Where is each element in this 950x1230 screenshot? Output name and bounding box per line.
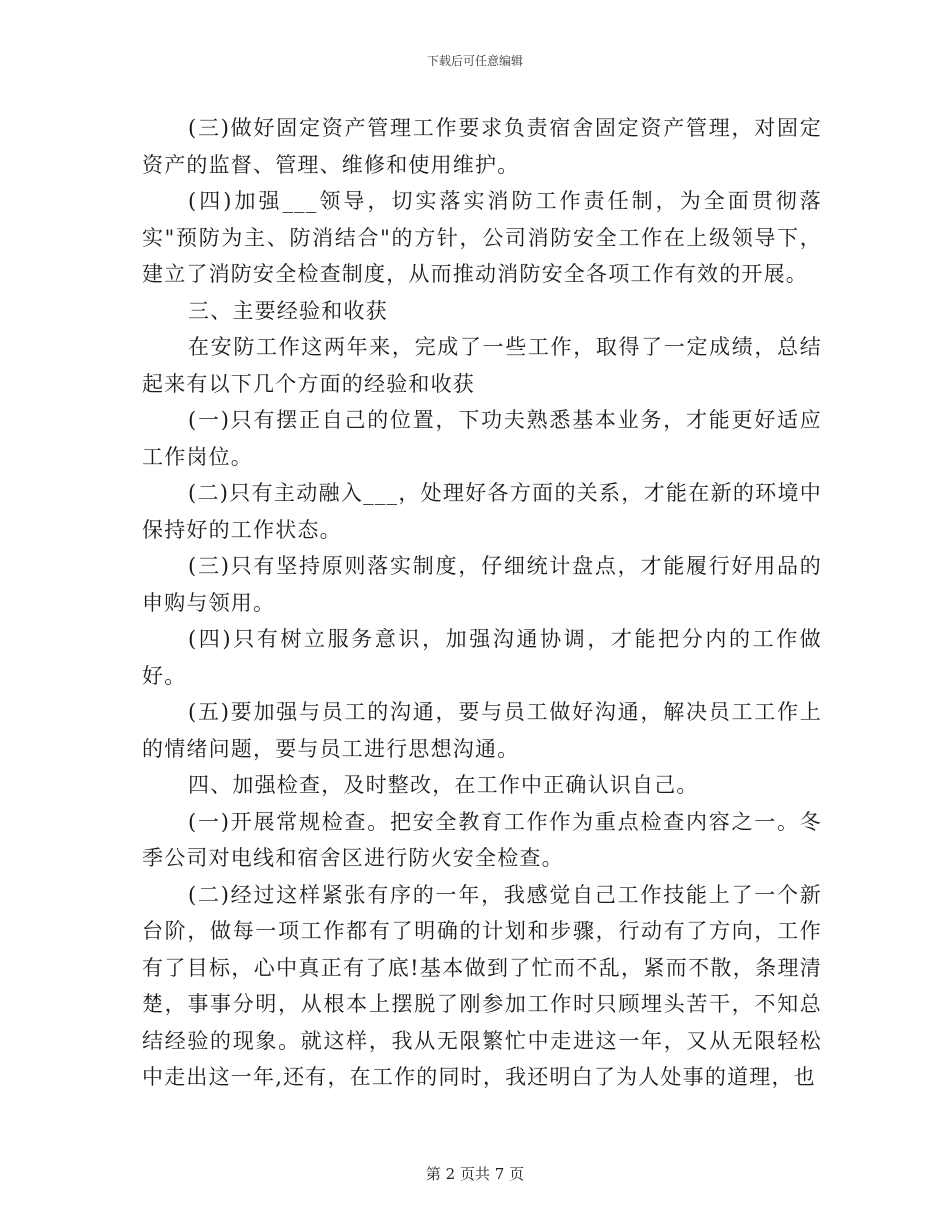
paragraph-inspection-1: (一)开展常规检查。把安全教育工作作为重点检查内容之一。冬季公司对电线和宿舍区进行防火安全检查。 <box>142 809 822 870</box>
paragraph-experience-4: (四)只有树立服务意识，加强沟通协调，才能把分内的工作做好。 <box>142 627 822 688</box>
paragraph-fixed-assets: (三)做好固定资产管理工作要求负责宿舍固定资产管理，对固定资产的监督、管理、维修和使用维护。 <box>142 116 822 177</box>
document-body <box>142 110 822 1096</box>
section-heading-experience: 三、主要经验和收获 <box>188 298 388 323</box>
page-header: 下载后可任意编辑 <box>426 54 523 68</box>
section-heading-inspection: 四、加强检查，及时整改，在工作中正确认识自己。 <box>188 773 699 797</box>
paragraph-experience-intro: 在安防工作这两年来，完成了一些工作，取得了一定成绩，总结起来有以下几个方面的经验和收获 <box>142 335 822 396</box>
page-number: 第 2 页共 7 页 <box>425 1165 525 1183</box>
paragraph-experience-5: (五)要加强与员工的沟通，要与员工做好沟通，解决员工工作上的情绪问题，要与员工进行思想沟通。 <box>142 700 822 761</box>
paragraph-experience-3: (三)只有坚持原则落实制度，仔细统计盘点，才能履行好用品的申购与领用。 <box>142 554 822 615</box>
paragraph-experience-2: (二)只有主动融入___，处理好各方面的关系，才能在新的环境中保持好的工作状态。 <box>142 481 822 542</box>
paragraph-fire-leadership: (四)加强___领导，切实落实消防工作责任制，为全面贯彻落实"预防为主、防消结合"的方针，公司消防安全工作在上级领导下，建立了消防安全检查制度，从而推动消防安全各项工作有效的开展。 <box>142 189 822 286</box>
paragraph-experience-1: (一)只有摆正自己的位置，下功夫熟悉基本业务，才能更好适应工作岗位。 <box>142 408 822 469</box>
paragraph-inspection-2: (二)经过这样紧张有序的一年，我感觉自己工作技能上了一个新台阶，做每一项工作都有了明确的计划和步骤，行动有了方向，工作有了目标，心中真正有了底!基本做到了忙而不乱，紧而不散，条理清楚，事事分明，从根本上摆脱了刚参加工作时只顾埋头苦干，不知总结经验的现象。就这样，我从无限繁忙中走进这一年，又从无限轻松中走出这一年,还有，在工作的同时，我还明白了为人处事的道理，也 <box>142 882 822 1089</box>
